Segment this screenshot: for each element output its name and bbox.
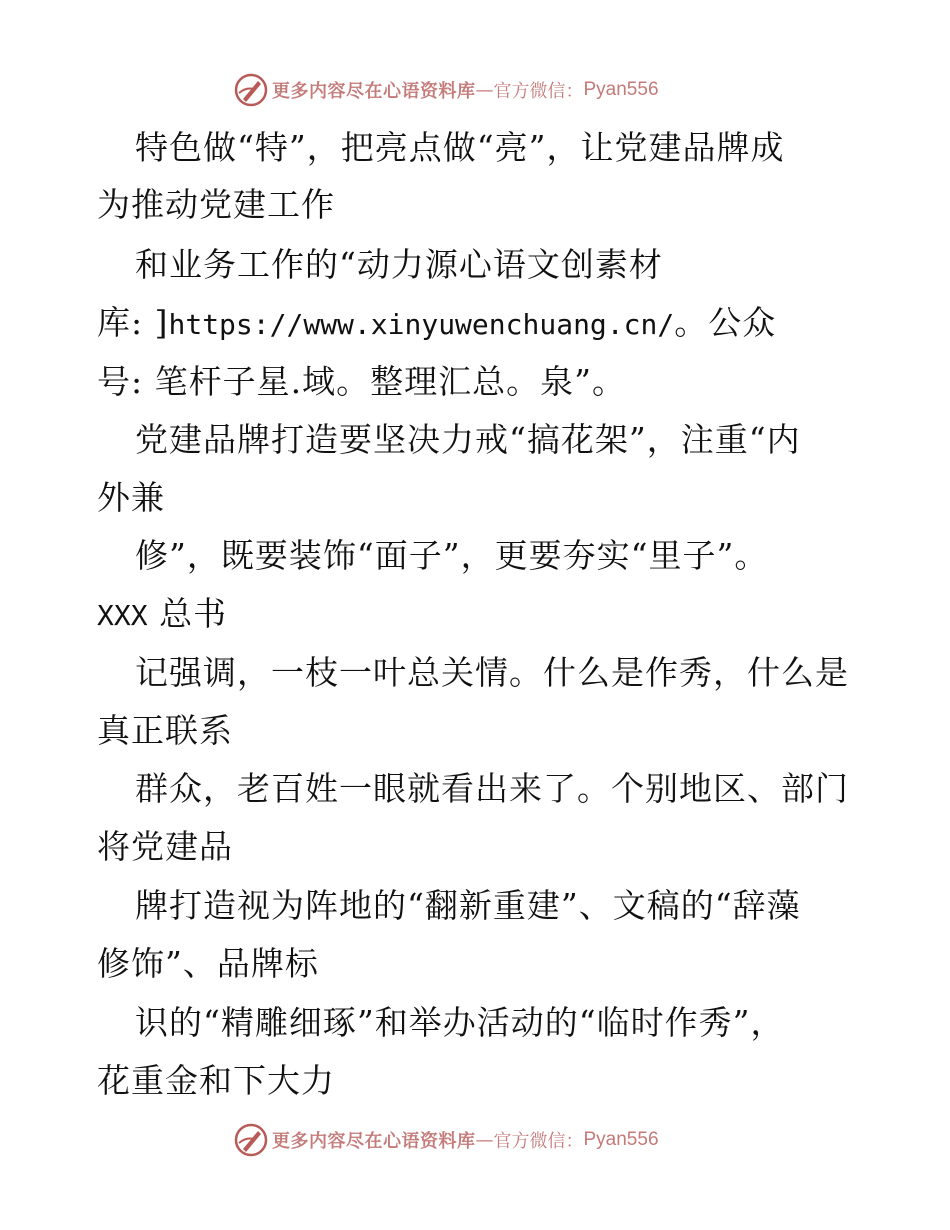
body-line-text: 。公众 (674, 303, 777, 342)
body-line-text: 库: ] (97, 303, 169, 342)
body-line: 党建品牌打造要坚决力戒“搞花架”，注重“内 (135, 420, 801, 459)
header-banner-id: Pyan556 (583, 79, 659, 100)
body-line (97, 594, 227, 634)
body-line-text: 总书 (147, 594, 228, 633)
body-line-text: XXX (97, 599, 148, 632)
body-line: 记强调，一枝一叶总关情。什么是作秀，什么是 (135, 653, 849, 692)
body-line: 和业务工作的“动力源心语文创素材 (135, 245, 663, 284)
footer-banner-dash: — (475, 1129, 494, 1151)
body-line: 为推动党建工作 (97, 185, 335, 224)
footer-banner (234, 1122, 659, 1158)
header-banner-sub: 官方微信： (493, 81, 584, 102)
body-line: 牌打造视为阵地的“翻新重建”、文稿的“辞藻 (135, 886, 801, 925)
body-line: 修饰”、品牌标 (97, 944, 319, 983)
header-banner-main: 更多内容尽在心语资料库 (272, 81, 476, 102)
body-line: 号: 笔杆子星.域。整理汇总。泉”。 (97, 362, 626, 401)
footer-banner-sub: 官方微信： (493, 1131, 584, 1152)
pen-logo-icon (234, 1123, 268, 1157)
body-line: 识的“精雕细琢”和举办活动的“临时作秀”， (135, 1003, 785, 1042)
body-line: 花重金和下大力 (97, 1061, 335, 1100)
header-banner (234, 72, 659, 108)
body-line (97, 303, 776, 343)
body-line: 真正联系 (97, 711, 233, 750)
body-line: 将党建品 (97, 827, 233, 866)
body-line: 修”，既要装饰“面子”，更要夯实“里子”。 (135, 536, 769, 575)
header-banner-dash: — (475, 79, 494, 101)
footer-banner-main: 更多内容尽在心语资料库 (272, 1131, 476, 1152)
website-url: https://www.xinyuwenchuang.cn/ (168, 308, 675, 341)
body-line: 外兼 (97, 478, 165, 517)
body-line: 群众，老百姓一眼就看出来了。个别地区、部门 (135, 769, 849, 808)
body-line: 特色做“特”，把亮点做“亮”，让党建品牌成 (135, 128, 785, 167)
footer-banner-id: Pyan556 (583, 1129, 659, 1150)
pen-logo-icon (234, 73, 268, 107)
